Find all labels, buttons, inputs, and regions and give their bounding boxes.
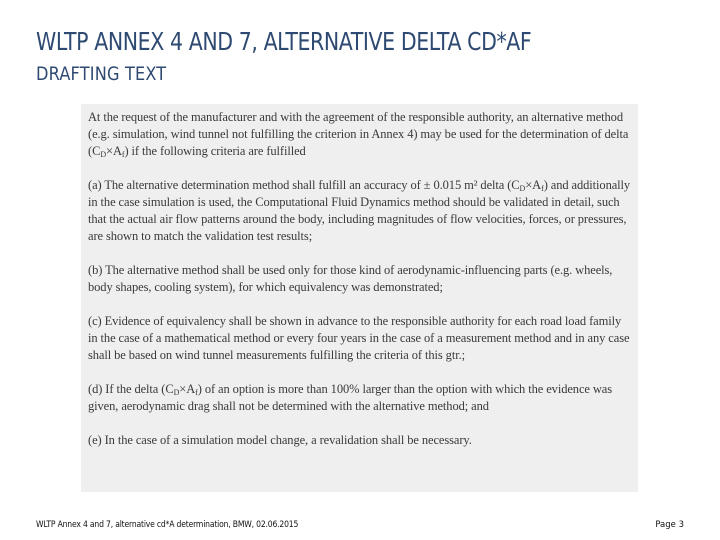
criterion-c: (c) Evidence of equivalency shall be shown in advance to the responsible authority for each road load family in the case of a mathematical method or every four years in the case of a measurement method and in any case shall be based on wind tunnel measurements fulfilling the criteria of this gtr.; (88, 314, 630, 362)
intro-paragraph: At the request of the manufacturer and with the agreement of the responsible authority, an alternative method (e.g. simulation, wind tunnel not fulfilling the criterion in Annex 4) may be used for the determination of delta $(C_D\times A_f)$ if the following criteria are fulfilled (88, 110, 629, 159)
criterion-a: (a) The alternative determination method shall fulfill an accuracy of ± 0.015 m² delta $(C_D\times A_f)$ and additionally in the case simulation is used, the Computational Fluid Dynamics method should be validated in detail, such that the actual air flow patterns around the body, including magnitudes of flow velocities, forces, or pressures, are shown to match the validation test results; (88, 178, 631, 243)
footer-source: WLTP Annex 4 and 7, alternative cd*A determination, BMW, 02.06.2015 (36, 520, 299, 530)
criterion-d: (d) If the delta $(C_D\times A_f)$ of an option is more than 100% larger than the option with which the evidence was given, aerodynamic drag shall not be determined with the alternative method; and (88, 382, 613, 413)
slide-title: WLTP ANNEX 4 AND 7, ALTERNATIVE DELTA CD*AF (36, 27, 532, 56)
slide-subtitle: DRAFTING TEXT (36, 63, 167, 85)
criterion-e: (e) In the case of a simulation model change, a revalidation shall be necessary. (88, 433, 472, 447)
drafting-text-box (81, 104, 638, 492)
criterion-b: (b) The alternative method shall be used only for those kind of aerodynamic-influencing parts (e.g. wheels, body shapes, cooling system), for which equivalency was demonstrated; (88, 263, 613, 294)
page-number: Page 3 (655, 520, 684, 530)
